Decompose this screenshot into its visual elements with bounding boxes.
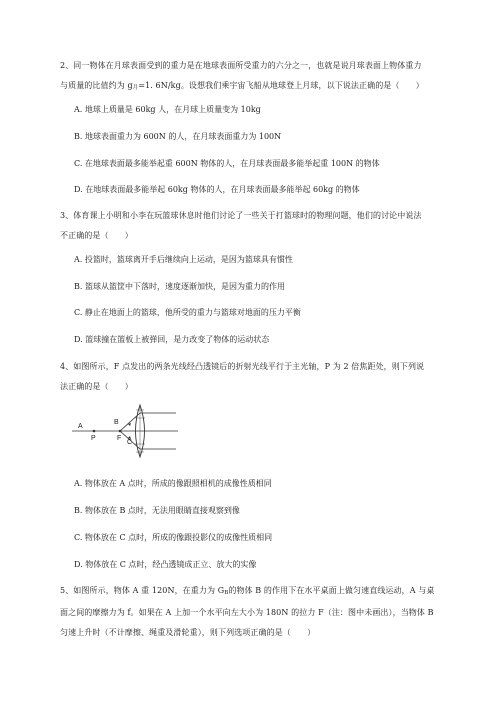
- question-2-option-c: C. 在地球表面最多能举起重 600N 物体的人，在月球表面最多能举起重 100N 的物体: [74, 159, 380, 168]
- question-4-line-1: 4、如图所示，F 点发出的两条光线经凸透镜后的折射光线平行于主光轴，P 为 2 倍焦距处，则下列说: [60, 362, 425, 371]
- g-b-subscript: B: [224, 590, 229, 596]
- question-5-line-1-part-1: 5、如图所示，物体 A 重 120N，在重力为 G: [60, 586, 225, 595]
- point-f-dot: [119, 430, 122, 433]
- label-c: C: [127, 439, 133, 446]
- question-4-option-c: C. 物体放在 C 点时，所成的像跟投影仪的成像性质相同: [74, 533, 273, 542]
- label-a: A: [78, 423, 83, 430]
- label-p: P: [91, 435, 96, 442]
- point-p-dot: [93, 430, 96, 433]
- question-5-line-2: 面之间的摩擦力为 f。如果在 A 上加一个水平向左大小为 180N 的拉力 F（注：图中未画出），当物体 B: [60, 608, 434, 617]
- question-5-stem: [60, 581, 454, 643]
- question-2-line-2-part-1: 与质量的比值约为 g: [60, 81, 133, 90]
- question-2-line-2-part-2: =1. 6N/kg。设想我们乘宇宙飞船从地球登上月球，以下说法正确的是（ ）: [138, 81, 424, 90]
- question-4-stem: [60, 357, 454, 397]
- question-2-option-b: B. 地球表面重力为 600N 的人，在月球表面重力为 100N: [74, 132, 282, 141]
- question-3-option-b: B. 篮球从篮筐中下落时，速度逐渐加快，是因为重力的作用: [74, 282, 285, 291]
- question-3-option-d: D. 篮球撞在篮板上被弹回，是力改变了物体的运动状态: [74, 335, 270, 344]
- question-5-line-3: 匀速上升时（不计摩擦、绳重及滑轮重），则下列选项正确的是（ ）: [60, 628, 316, 637]
- ray-upper: [120, 413, 140, 431]
- question-2-line-2: [60, 76, 454, 98]
- question-2-line-1: 2、同一物体在月球表面受到的重力是在地球表面所受重力的六分之一，也就是说月球表面上物体重力: [60, 61, 422, 70]
- question-2-option-d: D. 在地球表面最多能举起 60kg 物体的人，在月球表面最多能举起 60kg 的物体: [74, 185, 360, 194]
- question-2-option-a: A. 地球上质量是 60kg 人，在月球上质量变为 10kg: [74, 105, 261, 114]
- question-4-option-b: B. 物体放在 B 点时，无法用眼睛直接观察到像: [74, 506, 240, 515]
- label-b: B: [114, 419, 119, 426]
- question-3-stem: [60, 206, 454, 246]
- question-3-line-1: 3、体育课上小明和小李在玩篮球休息时他们讨论了一些关于打篮球时的物理问题，他们的讨论中说法: [60, 211, 422, 220]
- question-5-line-1: [60, 581, 454, 603]
- g-moon-subscript: 月: [132, 85, 139, 91]
- question-4-option-a: A. 物体放在 A 点时，所成的像跟照相机的成像性质相同: [74, 479, 272, 488]
- question-2-stem: [60, 56, 454, 98]
- convex-lens-diagram: [70, 400, 180, 462]
- label-f: F: [117, 435, 122, 442]
- question-4-line-2: 法正确的是（ ）: [60, 382, 133, 391]
- question-4-option-d: D. 物体放在 C 点时，经凸透镜成正立、放大的实像: [74, 560, 257, 569]
- question-5-line-1-part-2: 的物体 B 的作用下在水平桌面上做匀速直线运动，A 与桌: [228, 586, 435, 595]
- question-3-line-2: 不正确的是（ ）: [60, 231, 133, 240]
- question-3-option-a: A. 投篮时，篮球离开手后继续向上运动，是因为篮球具有惯性: [74, 255, 293, 264]
- question-3-option-c: C. 静止在地面上的篮球，他所受的重力与篮球对地面的压力平衡: [74, 308, 301, 317]
